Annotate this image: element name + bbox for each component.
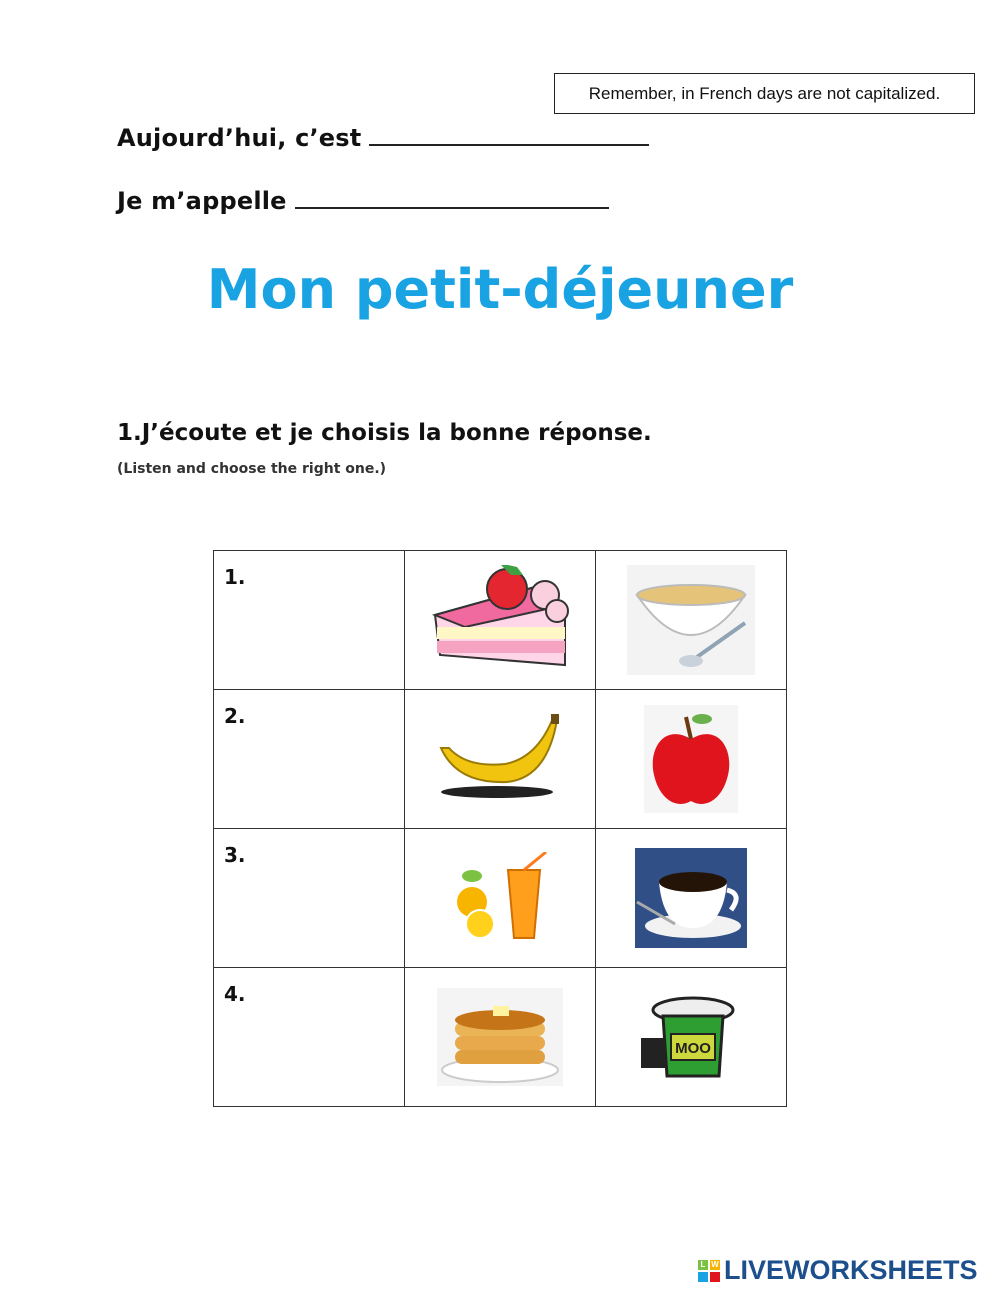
- number-cell: [214, 968, 405, 1107]
- row-number: 3.: [224, 843, 246, 867]
- coffee-cup-icon[interactable]: [635, 848, 747, 948]
- option-cell[interactable]: [596, 829, 787, 968]
- logo-text: LIVEWORKSHEETS: [724, 1255, 978, 1285]
- name-label: Je m’appelle: [117, 187, 287, 215]
- logo-badge-square: [710, 1272, 720, 1282]
- option-cell[interactable]: [596, 551, 787, 690]
- pancakes-icon[interactable]: [437, 988, 563, 1086]
- number-cell: [214, 829, 405, 968]
- name-blank[interactable]: [295, 189, 609, 209]
- cake-icon[interactable]: [425, 565, 575, 675]
- yogurt-pot-icon[interactable]: [641, 992, 741, 1082]
- number-cell: [214, 551, 405, 690]
- grid-row-2: [214, 690, 787, 829]
- logo-badge-square: [698, 1272, 708, 1282]
- row-number: 2.: [224, 704, 246, 728]
- liveworksheets-logo[interactable]: [698, 1255, 978, 1286]
- question-heading: 1.J’écoute et je choisis la bonne réponse.: [117, 420, 652, 446]
- option-cell[interactable]: [405, 551, 596, 690]
- banana-icon[interactable]: [437, 714, 563, 804]
- date-label: Aujourd’hui, c’est: [117, 124, 362, 152]
- grid-row-1: [214, 551, 787, 690]
- question-subheading: (Listen and choose the right one.): [117, 461, 387, 477]
- yogurt-label: MOO: [675, 1040, 711, 1057]
- row-number: 4.: [224, 982, 246, 1006]
- grid-row-3: [214, 829, 787, 968]
- option-cell[interactable]: [596, 968, 787, 1107]
- answer-grid: [213, 550, 787, 1107]
- option-cell[interactable]: [405, 690, 596, 829]
- orange-juice-icon[interactable]: [450, 852, 550, 944]
- name-line: [117, 187, 609, 215]
- logo-badge-letter: L: [698, 1260, 708, 1270]
- row-number: 1.: [224, 565, 246, 589]
- option-cell[interactable]: [405, 968, 596, 1107]
- cereal-bowl-icon[interactable]: [627, 565, 755, 675]
- logo-badge-icon: [698, 1260, 720, 1282]
- date-line: [117, 124, 649, 152]
- logo-badge-letter: W: [711, 1259, 719, 1269]
- apple-icon[interactable]: [644, 705, 738, 813]
- reminder-text: Remember, in French days are not capitalized.: [588, 83, 941, 103]
- page-title: Mon petit-déjeuner: [206, 258, 794, 321]
- number-cell: [214, 690, 405, 829]
- grid-row-4: [214, 968, 787, 1107]
- reminder-note: [554, 73, 975, 114]
- date-blank[interactable]: [369, 126, 649, 146]
- option-cell[interactable]: [596, 690, 787, 829]
- option-cell[interactable]: [405, 829, 596, 968]
